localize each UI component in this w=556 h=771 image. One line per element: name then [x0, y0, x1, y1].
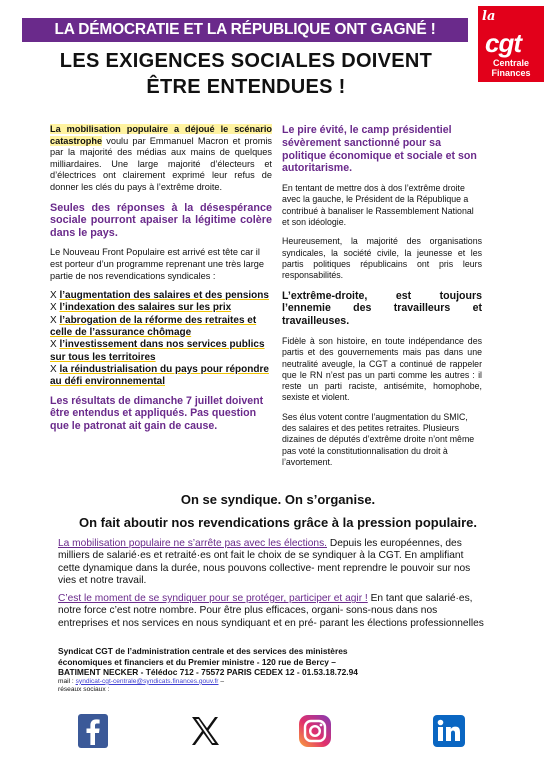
left-paragraph-3: Le Nouveau Front Populaire est arrivé est tête car il est porteur d’un programme reprenant une très large partie de nos revendications syndicales :: [50, 247, 264, 281]
syndiquer-link[interactable]: C’est le moment de se syndiquer pour se protéger, participer et agir !: [58, 593, 368, 604]
left-paragraph-4: Les résultats de dimanche 7 juillet doivent être entendus et appliqués. Pas question que le patronat ait gain de cause.: [50, 394, 264, 433]
list-item: X l’abrogation de la réforme des retraites et celle de l’assurance chômage: [50, 314, 257, 339]
left-paragraph-2: Seules des réponses à la désespérance sociale pourront apaiser la légitime colère dans le pays.: [50, 201, 272, 239]
facebook-icon[interactable]: [74, 712, 112, 750]
right-paragraph-6: Ses élus votent contre l’augmentation du SMIC, des salaires et des petites retraites. Plusieurs dizaines de députés d’extrême droite n’ont même pas voté la constitutionnalisation du droit à l’avortement.: [282, 411, 475, 467]
instagram-icon[interactable]: [296, 712, 334, 750]
list-item: X l’augmentation des salaires et des pensions: [50, 290, 269, 302]
headline-line2: ÊTRE ENTENDUES !: [146, 76, 346, 98]
left-column: [50, 124, 272, 441]
right-paragraph-4: L’extrême-droite, est toujours l’ennemie des travailleurs et travailleuses.: [282, 289, 482, 328]
logo-la: la: [482, 9, 496, 24]
right-paragraph-2: En tentant de mettre dos à dos l’extrême droite avec la gauche, le Président de la République a contribué à banaliser le Rassemblement National et son idéologie.: [282, 183, 474, 228]
left-p1-rest: voulu par Emmanuel Macron et promis par la majorité des médias aux mains de quelques milliardaires. Une large majorité d’électeurs et d’électrices ont clairement exprimé leur refus de donner les clés du pays à l’extrême droite.: [50, 135, 272, 192]
list-item: X la réindustrialisation du pays pour répondre au défi environnemental: [50, 363, 269, 388]
cgt-logo: [478, 6, 544, 82]
footer-address: Syndicat CGT de l’administration centrale et des services des ministères économiques et financiers et du Premier ministre - 120 rue de Bercy – BATIMENT NECKER - Télédoc 712 - 75572 PARIS CEDEX 12 - 01.53.18.72.94 mail : syndicat-cgt-centrale@syndicats.finances.gouv.fr – réseaux sociaux :: [58, 646, 478, 694]
bottom-paragraph-1: La mobilisation populaire ne s’arrête pas avec les élections. Depuis les européennes, des milliers de salarié·es et retraité·es ont fait le choix de se syndiquer à la CGT. En amplifiant cette dynamique dans la durée, nous pouvons collective- ment reprendre le pouvoir sur nos vies et notre travail.: [58, 538, 471, 587]
left-p1-highlight: La mobilisation populaire a déjoué le scénario catastrophe: [50, 124, 272, 146]
left-paragraph-1: [50, 124, 272, 194]
headline-line1: LES EXIGENCES SOCIALES DOIVENT: [59, 50, 433, 72]
logo-line2: Finances: [491, 68, 531, 78]
bottom-title-1: On se syndique. On s’organise.: [180, 492, 376, 507]
social-label: réseaux sociaux :: [58, 685, 110, 693]
banner-title: LA DÉMOCRATIE ET LA RÉPUBLIQUE ONT GAGNÉ !: [22, 18, 468, 42]
list-item: X l’indexation des salaires sur les prix: [50, 302, 232, 314]
bottom-paragraph-2: C’est le moment de se syndiquer pour se protéger, participer et agir ! En tant que salarié·es, notre force c’est notre nombre. Pour être plus efficaces, organi- sons-nous dans nos entreprises et nos services en nous syndiquant et en pré- parant les élections professionnelles: [58, 593, 484, 629]
mail-link[interactable]: syndicat-cgt-centrale@syndicats.finances.gouv.fr: [75, 677, 219, 685]
logo-line1: Centrale: [492, 58, 529, 68]
demands-list: [50, 290, 272, 388]
right-paragraph-5: Fidèle à son histoire, en toute indépendance des partis et des gouvernements mais pas dans une neutralité aveugle, la CGT a continué de rappeler que le RN n’est pas un parti comme les autres : il reste un parti raciste, antisémite, homophobe, sexiste et violent.: [282, 335, 482, 403]
page-headline: [20, 48, 472, 100]
linkedin-icon[interactable]: [430, 712, 468, 750]
right-column: [282, 124, 482, 476]
logo-cgt: cgt: [485, 28, 521, 58]
mobilisation-link[interactable]: La mobilisation populaire ne s’arrête pas avec les élections.: [58, 538, 327, 549]
list-item: X l’investissement dans nos services publics sur tous les territoires: [50, 339, 265, 363]
x-icon[interactable]: [186, 712, 224, 750]
bottom-title-2: On fait aboutir nos revendications grâce à la pression populaire.: [78, 515, 478, 530]
right-paragraph-3: Heureusement, la majorité des organisations syndicales, la société civile, la jeunesse et les partis politiques républicains ont pris leurs responsabilités.: [282, 236, 482, 281]
right-paragraph-1: Le pire évité, le camp présidentiel sévèrement sanctionné pour sa politique économique et sociale et son autoritarisme.: [282, 124, 477, 175]
